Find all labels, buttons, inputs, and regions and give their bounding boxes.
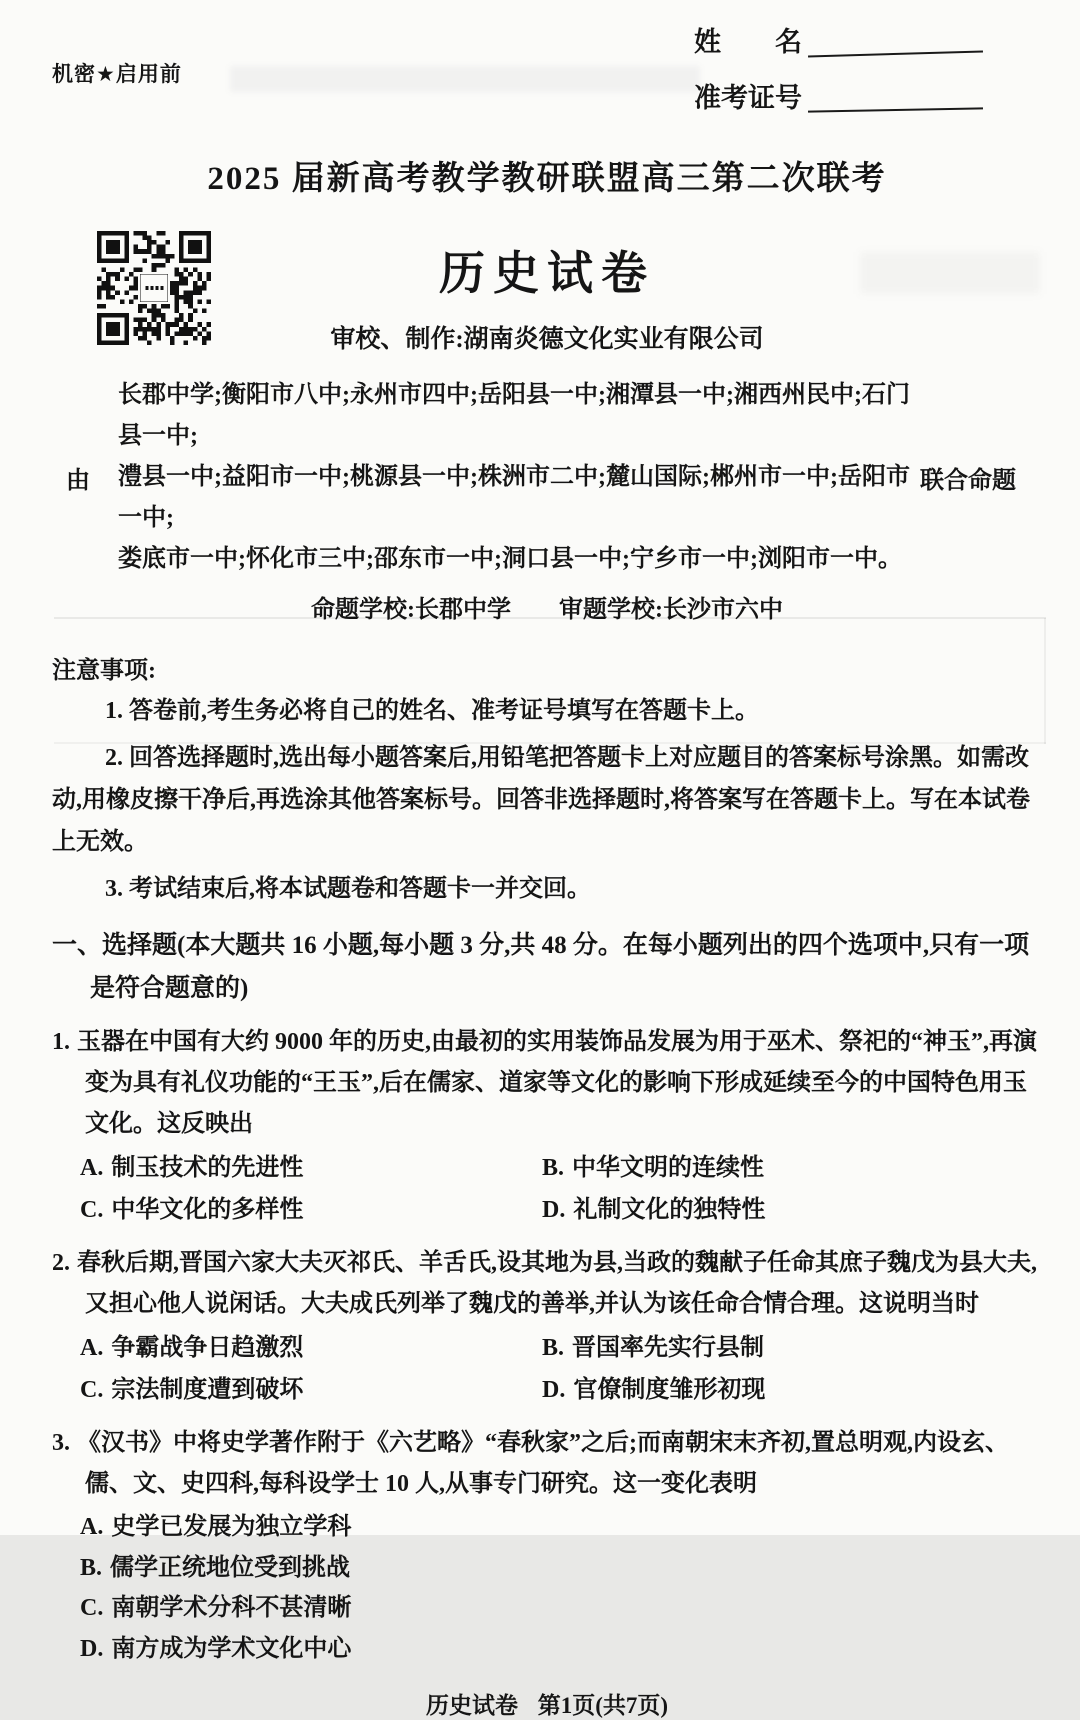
- setter-reviewer-row: [52, 589, 1042, 624]
- section-heading: 一、选择题(本大题共 16 小题,每小题 3 分,共 48 分。在每小题列出的四个选项中,只有一项是符合题意的): [52, 932, 1030, 1002]
- producer-line: 审校、制作:湖南炎德文化实业有限公司: [330, 326, 764, 353]
- question-2-number: 2.: [52, 1250, 70, 1276]
- school-list: [102, 375, 914, 580]
- question-3-stem: [52, 1423, 1042, 1505]
- footer-page-number: 第1页(共7页): [537, 1693, 669, 1718]
- question-3-text: 《汉书》中将史学著作附于《六艺略》“春秋家”之后;而南朝宋末齐初,置总明观,内设玄、儒、文、史四科,每科设学士 10 人,从事专门研究。这一变化表明: [77, 1430, 1009, 1497]
- note-item: 1. 答卷前,考生务必将自己的姓名、准考证号填写在答题卡上。: [105, 698, 759, 724]
- question-2-option-b[interactable]: B. 晋国率先实行县制: [542, 1335, 765, 1361]
- notes-heading: 注意事项:: [52, 658, 156, 684]
- question-1-stem: [52, 1022, 1042, 1145]
- question-3-option-c[interactable]: C. 南朝学术分科不甚清晰: [80, 1595, 352, 1621]
- school-list-line: 长郡中学;衡阳市八中;永州市四中;岳阳县一中;湘潭县一中;湘西州民中;石门县一中;: [118, 382, 910, 449]
- confidential-label: 机密★启用前: [52, 63, 182, 86]
- question-3-options: [52, 1507, 1042, 1669]
- question-1-number: 1.: [52, 1029, 70, 1055]
- subject-title: 历史试卷: [439, 248, 655, 299]
- note-item: 3. 考试结束后,将本试题卷和答题卡一并交回。: [105, 876, 591, 902]
- question-1-option-c[interactable]: C. 中华文化的多样性: [80, 1197, 304, 1223]
- name-input-line[interactable]: [808, 51, 983, 58]
- joint-by-label: 由: [66, 468, 90, 494]
- question-3-option-d[interactable]: D. 南方成为学术文化中心: [80, 1635, 352, 1662]
- question-3-option-b[interactable]: B. 儒学正统地位受到挑战: [80, 1554, 351, 1581]
- question-2-option-d[interactable]: D. 官僚制度雏形初现: [542, 1377, 766, 1403]
- footer-subject: 历史试卷: [425, 1693, 518, 1718]
- subject-header: [52, 231, 1042, 355]
- question-2-options: [52, 1327, 1042, 1411]
- question-2-stem: [52, 1243, 1042, 1325]
- exam-number-input-line[interactable]: [808, 107, 983, 112]
- question-2-option-a[interactable]: A. 争霸战争日趋激烈: [80, 1335, 304, 1361]
- name-label: 姓 名: [694, 27, 802, 57]
- question-1-text: 玉器在中国有大约 9000 年的历史,由最初的实用装饰品发展为用于巫术、祭祀的“神玉”,再演变为具有礼仪功能的“王玉”,后在儒家、道家等文化的影响下形成延续至今的中国特色用玉文化。这反映出: [77, 1029, 1037, 1137]
- exam-number-label: 准考证号: [694, 83, 802, 113]
- question-2: [52, 1243, 1042, 1411]
- question-1-option-d[interactable]: D. 礼制文化的独特性: [542, 1197, 766, 1223]
- qr-code: [94, 231, 214, 345]
- question-1-options: [52, 1147, 1042, 1231]
- question-1: [52, 1022, 1042, 1231]
- school-list-line: 澧县一中;益阳市一中;桃源县一中;株洲市二中;麓山国际;郴州市一中;岳阳市一中;: [118, 464, 910, 531]
- scan-artifact: [1044, 618, 1046, 744]
- page-footer: [52, 1687, 1042, 1720]
- reviewer-school: 审题学校:长沙市六中: [559, 597, 783, 623]
- question-3-option-a[interactable]: A. 史学已发展为独立学科: [80, 1514, 352, 1540]
- question-1-option-b[interactable]: B. 中华文明的连续性: [542, 1155, 765, 1181]
- school-list-line: 娄底市一中;怀化市三中;邵东市一中;洞口县一中;宁乡市一中;浏阳市一中。: [118, 546, 902, 572]
- question-2-option-c[interactable]: C. 宗法制度遭到破坏: [80, 1377, 304, 1403]
- qr-code-image: [94, 231, 214, 345]
- candidate-fields: [694, 20, 1024, 115]
- setter-school: 命题学校:长郡中学: [311, 597, 511, 623]
- joint-proposition-label: 联合命题: [920, 468, 1016, 494]
- name-field-row: [694, 20, 1024, 59]
- exam-title: 2025 届新高考教学教研联盟高三第二次联考: [207, 161, 887, 197]
- question-3: [52, 1423, 1042, 1669]
- joint-schools-block: [52, 375, 1042, 580]
- exam-number-field-row: [694, 76, 1024, 115]
- question-3-number: 3.: [52, 1430, 70, 1456]
- notes-block: [52, 650, 1042, 910]
- page-header: [52, 0, 1042, 148]
- question-1-option-a[interactable]: A. 制玉技术的先进性: [80, 1155, 304, 1181]
- note-item: 2. 回答选择题时,选出每小题答案后,用铅笔把答题卡上对应题目的答案标号涂黑。如需改动,用橡皮擦干净后,再选涂其他答案标号。回答非选择题时,将答案写在答题卡上。写在本试卷上无效。: [52, 745, 1030, 855]
- question-2-text: 春秋后期,晋国六家大夫灭祁氏、羊舌氏,设其地为县,当政的魏献子任命其庶子魏戊为县大夫,又担心他人说闲话。大夫成氏列举了魏戊的善举,并认为该任命合情合理。这说明当时: [77, 1250, 1037, 1317]
